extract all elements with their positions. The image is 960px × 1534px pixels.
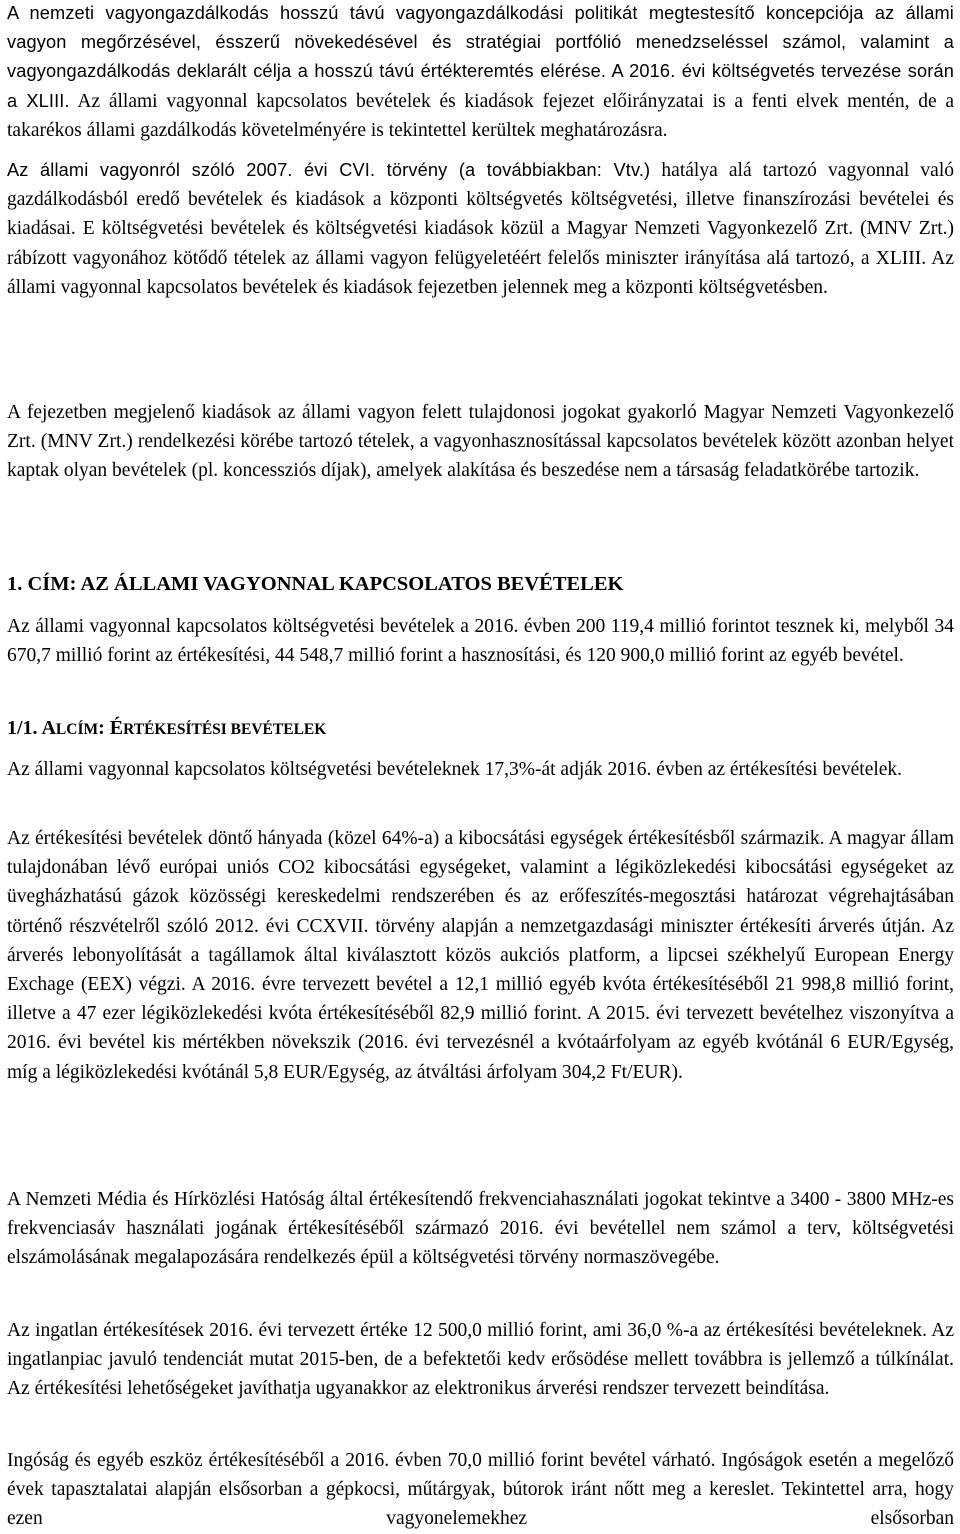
intro-paragraph — [7, 0, 954, 145]
heading-2-prefix: 1/1. A — [7, 717, 56, 739]
intro-serif-text: Az állami vagyonnal kapcsolatos bevételek és kiadások fejezet előirányzatai is a fenti elvek mentén, de a takarékos állami gazdálkodás követelményére is tekintettel kerültek meghatározásra. — [7, 90, 954, 141]
intro-sans-text: A nemzeti vagyongazdálkodás hosszú távú vagyongazdálkodási politikát megtestesítő koncepciója az állami vagyon megőrzésével, ésszerű növekedésével és stratégiai portfólió menedzseléssel számol, valamint a vagyongazdálkodás deklarált célja a hosszú távú értékteremtés elérése. A 2016. évi költségvetés tervezése során a XLIII. — [7, 3, 954, 111]
heading-2 — [7, 714, 954, 744]
nmhh-paragraph: A Nemzeti Média és Hírközlési Hatóság által értékesítendő frekvenciahasználati jogokat tekintve a 3400 - 3800 MHz-es frekvenciasáv használati jogának értékesítéséből származó 2016. évi bevétellel nem számol a terv, költségvetési elszámolásának megalapozására rendelkezés épül a költségvetési törvény normaszövegébe. — [7, 1189, 954, 1269]
emission-paragraph: Az értékesítési bevételek döntő hányada (közel 64%-a) a kibocsátási egységek értékesítésből származik. A magyar állam tulajdonában lévő európai uniós CO2 kibocsátási egységeket, valamint a légiközlekedési kibocsátási egységeket az üvegházhatású gázok közösségi kereskedelmi rendszerében és az erőfeszítés-megosztási határozat végrehajtásában történő részvételről szóló 2012. évi CCXVII. törvény alapján a nemzetgazdasági miniszter értékesíti árverés útján. Az árverés lebonyolítását a tagállamok által kiválasztott közös aukciós platform, a lipcsei székhelyű European Energy Exchage (EEX) végzi. A 2016. évre tervezett bevétel a 12,1 millió egyéb kvóta értékesítéséből 21 998,8 millió forint, illetve a 47 ezer légiközlekedési kvóta értékesítéséből 82,9 millió forint. A 2015. évi tervezett bevételhez viszonyítva a 2016. évi bevétel kis mértékben növekszik (2016. évi tervezésnél a kvótaárfolyam az egyéb kvótánál 6 EUR/Egység, míg a légiközlekedési kvótánál 5,8 EUR/Egység, az átváltási árfolyam 304,2 Ft/EUR). — [7, 828, 954, 1083]
heading-2-part1: LCÍM — [55, 721, 99, 738]
real-estate-paragraph: Az ingatlan értékesítések 2016. évi tervezett értéke 12 500,0 millió forint, ami 36,0 %-a az értékesítési bevételeknek. Az ingatlanpiac javuló tendenciát mutat 2015-ben, de a befektetői kedv erősödése mellett továbbra is jellemző a túlkínálat. Az értékesítési lehetőségeket javíthatja ugyanakkor az elektronikus árverési rendszer tervezett beindítása. — [7, 1320, 954, 1400]
heading-2-mid: : É — [98, 717, 124, 739]
share-paragraph: Az állami vagyonnal kapcsolatos költségvetési bevételeknek 17,3%-át adják 2016. évben az értékesítési bevételek. — [7, 759, 903, 780]
heading-2-part2: RTÉKESÍTÉSI BEVÉTELEK — [123, 721, 327, 738]
heading-1: 1. CÍM: AZ ÁLLAMI VAGYONNAL KAPCSOLATOS BEVÉTELEK — [7, 573, 624, 595]
expenses-paragraph: A fejezetben megjelenő kiadások az állami vagyon felett tulajdonosi jogokat gyakorló Magyar Nemzeti Vagyonkezelő Zrt. (MNV Zrt.) rendelkezési körébe tartozó tételek, a vagyonhasznosítással kapcsolatos bevételek között azonban helyet kaptak olyan bevételek (pl. koncessziós díjak), amelyek alakítása és beszedése nem a társaság feladatkörébe tartozik. — [7, 402, 954, 482]
vtv-serif-text: hatálya alá tartozó vagyonnal való gazdálkodásból eredő bevételek és kiadások a központi költségvetés költségvetési, illetve finanszírozási bevételei és kiadásai. E költségvetési bevételek és költségvetési kiadások közül a Magyar Nemzeti Vagyonkezelő Zrt. (MNV Zrt.) rábízott vagyonához kötődő tételek az állami vagyon felügyeletéért felelős miniszter irányítása alá tartozó, a XLIII. Az állami vagyonnal kapcsolatos bevételek és kiadások fejezetben jelennek meg a központi költségvetésben. — [7, 160, 955, 298]
movables-paragraph: Ingóság és egyéb eszköz értékesítéséből a 2016. évben 70,0 millió forint bevétel várható. Ingóságok esetén a megelőző évek tapasztalatai alapján elsősorban a gépkocsi, műtárgyak, bútorok iránt nőtt meg a kereslet. Tekintettel arra, hogy ezen vagyonelemekhez elsősorban — [7, 1450, 954, 1530]
vtv-paragraph — [7, 156, 954, 302]
revenue-total-paragraph: Az állami vagyonnal kapcsolatos költségvetési bevételek a 2016. évben 200 119,4 millió forintot tesznek ki, melyből 34 670,7 millió forint az értékesítési, 44 548,7 millió forint a hasznosítási, és 120 900,0 millió forint az egyéb bevétel. — [7, 616, 954, 667]
vtv-sans-text: Az állami vagyonról szóló 2007. évi CVI. törvény (a továbbiakban: Vtv.) — [7, 160, 651, 180]
